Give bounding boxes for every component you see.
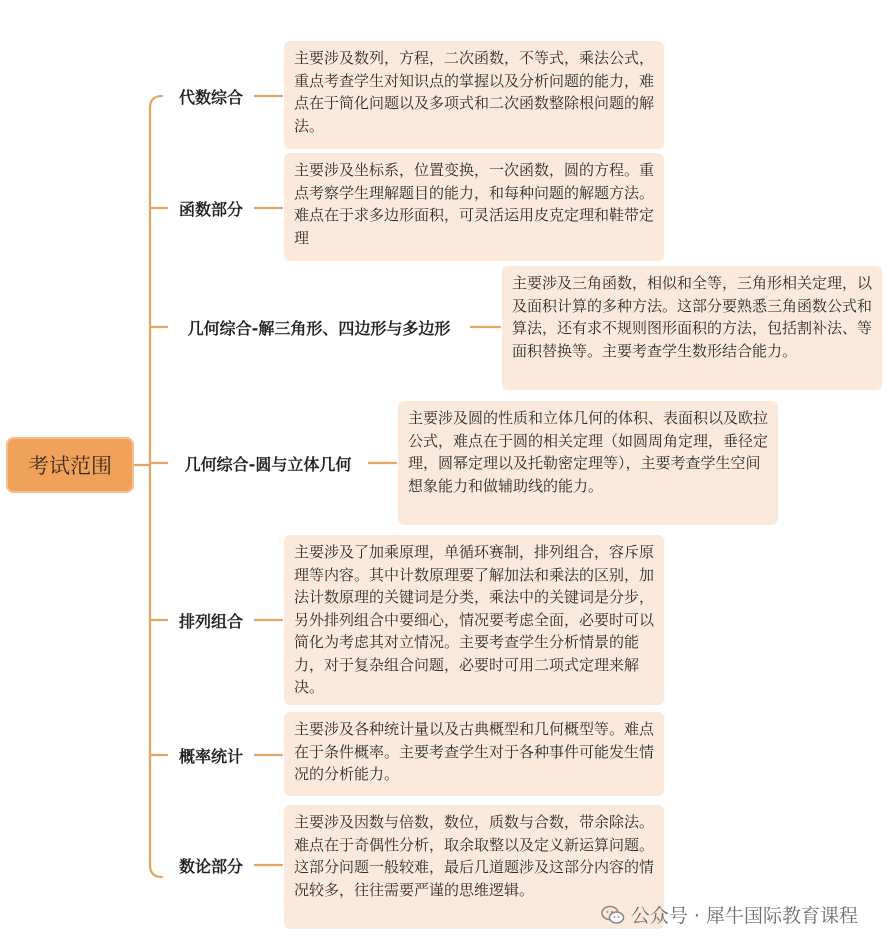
detail-geometry-circles: [398, 401, 778, 525]
watermark: [601, 901, 858, 928]
watermark-text: 公众号 · 犀牛国际教育课程: [630, 905, 858, 927]
detail-text: 主要涉及各种统计量以及古典概型和几何概型等。难点在于条件概率。主要考查学生对于各种事件可能发生情况的分析能力。: [294, 720, 655, 783]
branch-label: 数论部分: [178, 856, 243, 876]
branch-geometry-polygons: [168, 308, 470, 346]
branch-number-theory: [168, 846, 254, 884]
detail-probability: [284, 712, 664, 796]
detail-text: 主要涉及三角函数，相似和全等，三角形相关定理，以及面积计算的多种方法。这部分要熟悉三角函数公式和算法，还有求不规则图形面积的方法，包括割补法、等面积替换等。主要考查学生数形结合能力。: [512, 274, 873, 360]
branch-geometry-circles: [168, 444, 368, 482]
root-node: [6, 437, 134, 493]
detail-functions: [284, 153, 664, 261]
detail-algebra: [284, 41, 664, 149]
detail-text: 主要涉及数列，方程，二次函数，不等式，乘法公式，重点考查学生对知识点的掌握以及分析问题的能力，难点在于简化问题以及多项式和二次函数整除根问题的解法。: [294, 49, 655, 135]
root-label: 考试范围: [28, 454, 112, 478]
branch-label: 几何综合-解三角形、四边形与多边形: [187, 318, 451, 338]
wechat-icon: [601, 905, 625, 925]
branch-label: 概率统计: [178, 746, 243, 766]
detail-text: 主要涉及圆的性质和立体几何的体积、表面积以及欧拉公式，难点在于圆的相关定理（如圆周角定理，垂径定理，圆幂定理以及托勒密定理等），主要考查学生空间想象能力和做辅助线的能力。: [408, 409, 769, 495]
branch-label: 几何综合-圆与立体几何: [184, 454, 352, 474]
branch-combinatorics: [168, 601, 254, 639]
detail-combinatorics: [284, 535, 664, 705]
branch-label: 代数综合: [178, 87, 243, 107]
branch-label: 排列组合: [178, 611, 243, 631]
branch-label: 函数部分: [178, 199, 243, 219]
branch-functions: [168, 189, 254, 227]
branch-algebra: [168, 77, 254, 115]
detail-text: 主要涉及因数与倍数，数位，质数与合数，带余除法。难点在于奇偶性分析，取余取整以及定义新运算问题。这部分问题一般较难，最后几道题涉及这部分内容的情况较多，往往需要严谨的思维逻辑。: [294, 813, 655, 899]
detail-geometry-polygons: [502, 266, 882, 390]
detail-text: 主要涉及坐标系，位置变换，一次函数，圆的方程。重点考察学生理解题目的能力，和每种问题的解题方法。难点在于求多边形面积，可灵活运用皮克定理和鞋带定理: [294, 161, 655, 247]
detail-text: 主要涉及了加乘原理，单循环赛制，排列组合，容斥原理等内容。其中计数原理要了解加法和乘法的区别，加法计数原理的关键词是分类，乘法中的关键词是分步，另外排列组合中要细心，情况要考虑全面，必要时可以简化为考虑其对立情况。主要考查学生分析情景的能力，对于复杂组合问题，必要时可用二项式定理来解决。: [294, 543, 655, 696]
branch-probability: [168, 736, 254, 774]
spine-line: [134, 96, 162, 877]
